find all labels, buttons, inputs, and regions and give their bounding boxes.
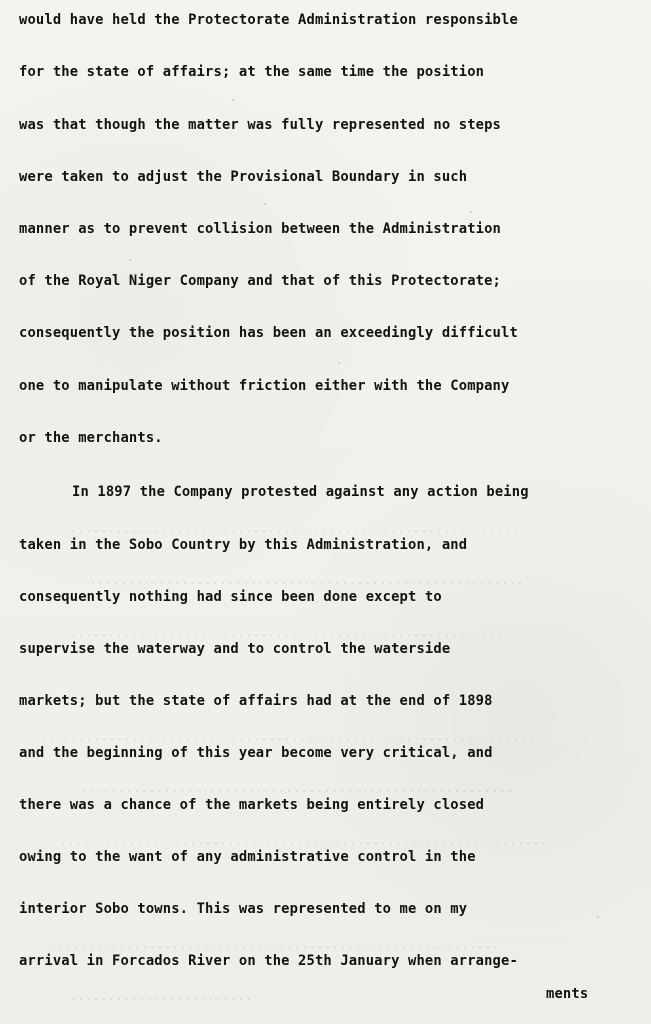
document-line: taken in the Sobo Country by this Administration, and [19, 537, 468, 553]
document-line: markets; but the state of affairs had at the end of 1898 [19, 693, 493, 709]
bleed-through-text: ......................................................... [80, 782, 515, 795]
document-line: would have held the Protectorate Administration responsible [19, 12, 518, 28]
bleed-through-text: ........................................................... [70, 522, 520, 535]
document-line: and the beginning of this year become very critical, and [19, 745, 493, 761]
document-line: interior Sobo towns. This was represented to me on my [19, 901, 468, 917]
document-line: were taken to adjust the Provisional Boundary in such [19, 169, 468, 185]
bleed-through-text: ......................................................... [90, 574, 525, 587]
bleed-through-text: ................................................................ [60, 834, 548, 847]
document-line: owing to the want of any administrative control in the [19, 849, 476, 865]
scan-speck [264, 203, 266, 205]
document-line: of the Royal Niger Company and that of this Protectorate; [19, 273, 502, 289]
bleed-through-text: ......................................................... [70, 626, 505, 639]
bleed-through-text: ................................................................. [40, 730, 536, 743]
document-line: there was a chance of the markets being entirely closed [19, 797, 485, 813]
document-line: consequently the position has been an exceedingly difficult [19, 325, 518, 341]
document-line: ments [546, 986, 589, 1002]
bleed-through-text: ........................................................... [50, 938, 500, 951]
scan-speck [232, 99, 234, 101]
document-line: or the merchants. [19, 430, 163, 446]
document-line: arrival in Forcados River on the 25th January when arrange- [19, 953, 518, 969]
scan-speck [338, 362, 340, 364]
bleed-through-text: ........................ [70, 990, 253, 1003]
document-line: manner as to prevent collision between the Administration [19, 221, 502, 237]
document-line: In 1897 the Company protested against any action being [72, 484, 529, 500]
document-line: one to manipulate without friction either with the Company [19, 378, 510, 394]
scan-speck [470, 211, 472, 213]
document-line: supervise the waterway and to control the waterside [19, 641, 451, 657]
document-line: consequently nothing had since been done except to [19, 589, 442, 605]
scan-speck [597, 916, 599, 918]
scan-speck [129, 259, 131, 261]
document-line: for the state of affairs; at the same time the position [19, 64, 485, 80]
document-line: was that though the matter was fully represented no steps [19, 117, 502, 133]
